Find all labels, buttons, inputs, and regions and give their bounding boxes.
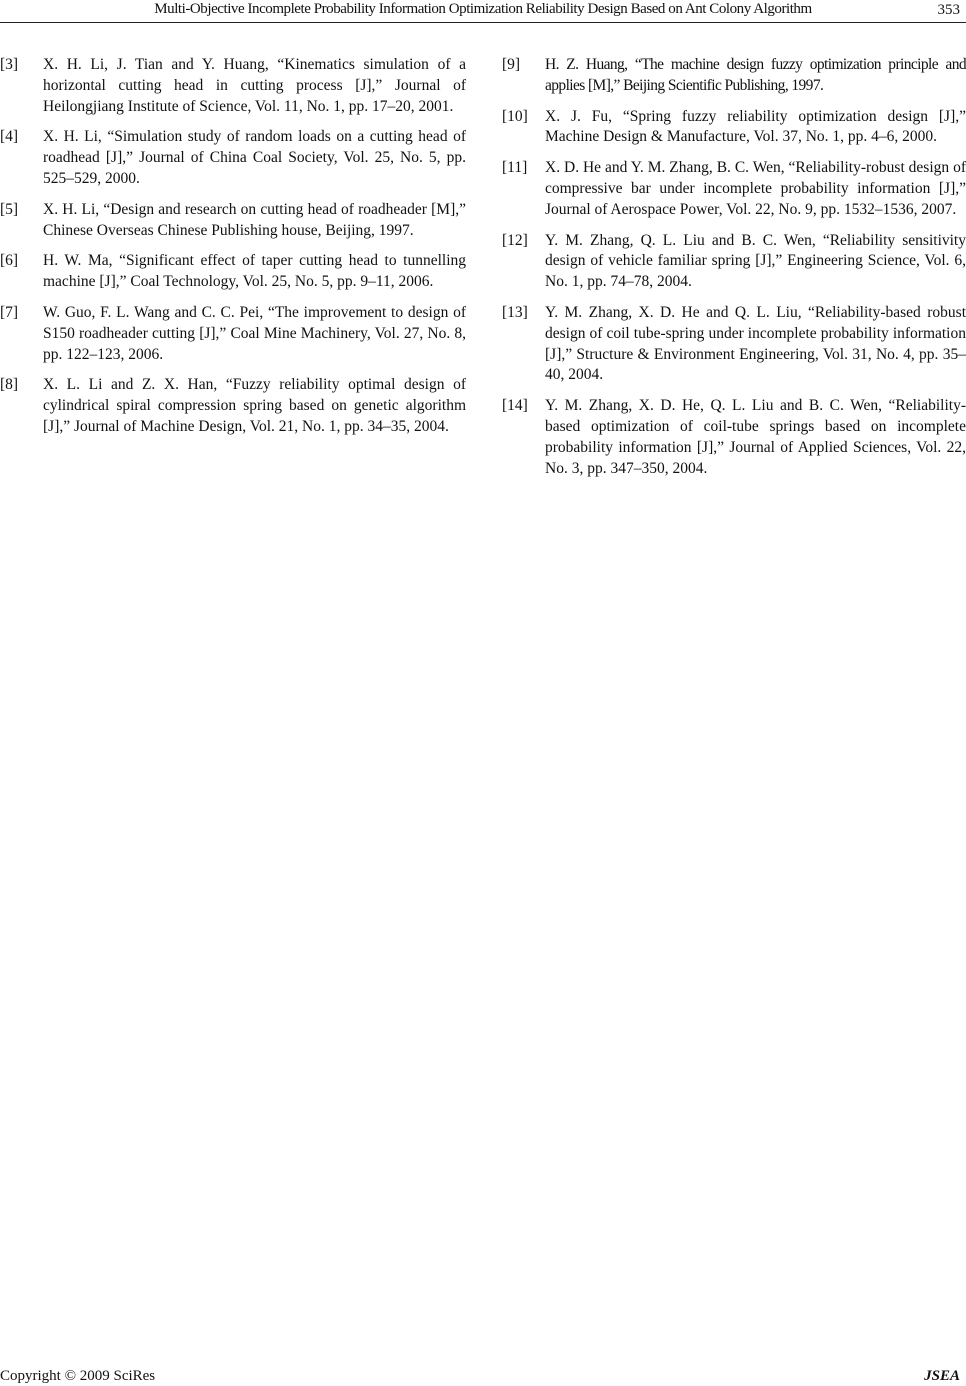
reference-number: [9] <box>502 56 521 73</box>
reference-number: [6] <box>0 252 19 270</box>
reference-text: Y. M. Zhang, Q. L. Liu and B. C. Wen, “Reliability sensitivity design of vehicle familiar spring [J],” Engineering Science, Vol. 6, No. 1, pp. 74–78, 2004. <box>545 231 966 291</box>
reference-text: W. Guo, F. L. Wang and C. C. Pei, “The improvement to design of S150 roadheader cutting [J],” Coal Mine Machinery, Vol. 27, No. 8, pp. 122–123, 2006. <box>43 303 466 363</box>
reference-number: [11] <box>502 159 528 177</box>
reference-item <box>502 303 966 386</box>
reference-number: [8] <box>0 376 19 394</box>
reference-number: [10] <box>502 107 528 125</box>
reference-number: [4] <box>0 128 19 146</box>
reference-text: X. L. Li and Z. X. Han, “Fuzzy reliability optimal design of cylindrical spiral compression spring based on genetic algorithm [J],” Journal of Machine Design, Vol. 21, No. 1, pp. 34–35, 2004. <box>43 376 466 435</box>
reference-text: X. D. He and Y. M. Zhang, B. C. Wen, “Reliability-robust design of compressive bar under incomplete probability information [J],” Journal of Aerospace Power, Vol. 22, No. 9, pp. 1532–1536, 2007. <box>545 159 966 218</box>
reference-item <box>502 231 966 293</box>
running-header-title: Multi-Objective Incomplete Probability Information Optimization Reliability Design Based on Ant Colony Algorithm <box>154 1 812 17</box>
reference-item <box>0 200 466 242</box>
reference-number: [14] <box>502 397 528 415</box>
reference-text: X. H. Li, “Simulation study of random loads on a cutting head of roadhead [J],” Journal of China Coal Society, Vol. 25, No. 5, pp. 525–529, 2000. <box>43 128 466 187</box>
reference-item <box>0 251 466 293</box>
reference-item <box>502 396 966 479</box>
journal-abbreviation: JSEA <box>924 1368 960 1384</box>
reference-text: H. W. Ma, “Significant effect of taper cutting head to tunnelling machine [J],” Coal Technology, Vol. 25, No. 5, pp. 9–11, 2006. <box>43 252 466 291</box>
reference-text: Y. M. Zhang, X. D. He, Q. L. Liu and B. C. Wen, “Reliability-based optimization of coil-tube springs based on incomplete probability information [J],” Journal of Applied Sciences, Vol. 22, No. 3, pp. 347–350, 2004. <box>545 397 966 477</box>
reference-item <box>0 55 466 117</box>
copyright-notice: Copyright © 2009 SciRes <box>0 1368 156 1384</box>
reference-number: [7] <box>0 303 19 321</box>
page-footer <box>0 1367 966 1386</box>
reference-item <box>0 303 466 365</box>
reference-item <box>0 127 466 189</box>
reference-item <box>0 375 466 437</box>
reference-text: X. H. Li, J. Tian and Y. Huang, “Kinematics simulation of a horizontal cutting head in cutting process [J],” Journal of Heilongjiang Institute of Science, Vol. 11, No. 1, pp. 17–20, 2001. <box>43 56 466 115</box>
running-header <box>0 0 966 23</box>
reference-number: [13] <box>502 303 528 321</box>
reference-item <box>502 107 966 149</box>
reference-text: X. H. Li, “Design and research on cutting head of roadheader [M],” Chinese Overseas Chinese Publishing house, Beijing, 1997. <box>43 200 466 239</box>
reference-text: Y. M. Zhang, X. D. He and Q. L. Liu, “Reliability-based robust design of coil tube-spring under incomplete probability information [J],” Structure & Environment Engineering, Vol. 31, No. 4, pp. 35–40, 2004. <box>545 303 966 384</box>
reference-number: [12] <box>502 231 528 249</box>
references-left-column <box>0 55 466 448</box>
reference-number: [3] <box>0 56 19 73</box>
references-right-column <box>502 55 966 489</box>
page-number: 353 <box>937 2 960 18</box>
reference-item <box>502 55 966 97</box>
reference-text: X. J. Fu, “Spring fuzzy reliability optimization design [J],” Machine Design & Manufacture, Vol. 37, No. 1, pp. 4–6, 2000. <box>545 107 966 146</box>
reference-item <box>502 158 966 220</box>
reference-text: H. Z. Huang, “The machine design fuzzy optimization principle and applies [M],” Beijing Scientific Publishing, 1997. <box>545 56 966 94</box>
reference-number: [5] <box>0 200 19 218</box>
